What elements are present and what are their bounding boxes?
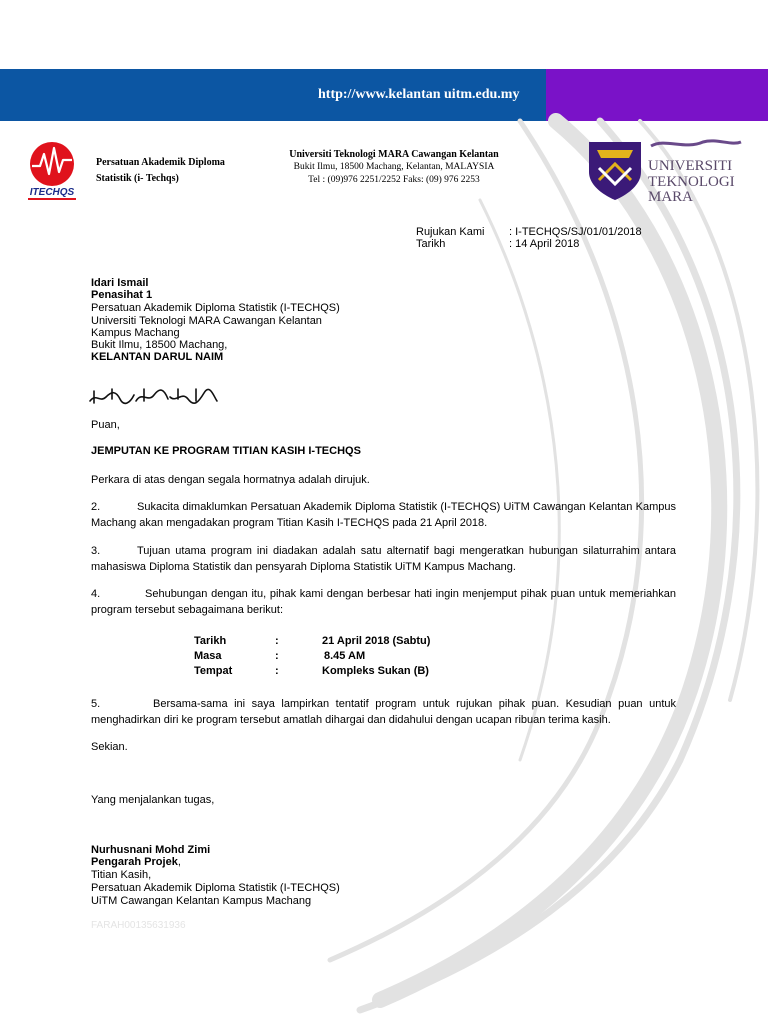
sign-off: Yang menjalankan tugas, <box>91 794 215 806</box>
signatory-title-suffix: , <box>177 856 181 868</box>
paragraph-4-text: Sehubungan dengan itu, pihak kami dengan berbesar hati ingin menjemput pihak puan untuk memeriahkan program tersebut sebagaimana berikut: <box>91 588 676 616</box>
paragraph-4 <box>91 587 676 618</box>
recipient-address-line2: Universiti Teknologi MARA Cawangan Kelantan <box>91 315 322 327</box>
salutation: Puan, <box>91 419 120 431</box>
signatory-line2: Persatuan Akademik Diploma Statistik (I-TECHQS) <box>91 882 340 894</box>
uitm-logo <box>585 136 745 204</box>
paragraph-3-text: Tujuan utama program ini diadakan adalah satu alternatif bagi mengeratkan hubungan silaturrahim antara mahasiswa Diploma Statistik dan pensyarah Diploma Statistik UiTM Kampus Machang. <box>91 545 676 573</box>
salam-calligraphy-image <box>86 385 221 407</box>
paragraph-4-number: 4. <box>91 588 101 600</box>
intro-paragraph: Perkara di atas dengan segala hormatnya adalah dirujuk. <box>91 474 370 486</box>
recipient-address-line3: Kampus Machang <box>91 327 180 339</box>
recipient-address-line5: KELANTAN DARUL NAIM <box>91 351 224 363</box>
detail-separator-date: : <box>275 635 279 647</box>
uitm-logo-line2: TEKNOLOGI <box>648 174 735 190</box>
recipient-title: Penasihat 1 <box>91 289 153 301</box>
paragraph-3-number: 3. <box>91 545 101 557</box>
letter-subject: JEMPUTAN KE PROGRAM TITIAN KASIH I-TECHQS <box>91 445 361 457</box>
signatory-name: Nurhusnani Mohd Zimi <box>91 844 211 856</box>
detail-separator-time: : <box>275 650 279 662</box>
itechqs-logo-text: ITECHQS <box>29 187 75 198</box>
paragraph-2-text: Sukacita dimaklumkan Persatuan Akademik Diploma Statistik (I-TECHQS) UiTM Cawangan Kelantan Kampus Machang akan mengadakan program Titian Kasih I-TECHQS pada 21 April 2018. <box>91 501 676 529</box>
website-url: http://www.kelantan uitm.edu.my <box>318 87 520 102</box>
uitm-logo-line3: MARA <box>648 189 694 204</box>
university-address: Bukit Ilmu, 18500 Machang, Kelantan, MALAYSIA <box>293 162 495 172</box>
signatory-line3: UiTM Cawangan Kelantan Kampus Machang <box>91 895 312 907</box>
paragraph-3 <box>91 544 676 575</box>
association-name <box>96 155 256 187</box>
detail-value-date: 21 April 2018 (Sabtu) <box>322 635 431 647</box>
date-label: Tarikh <box>416 238 446 250</box>
university-address-block <box>262 148 526 187</box>
detail-label-time: Masa <box>194 650 222 662</box>
paragraph-5-number: 5. <box>91 698 101 710</box>
uitm-logo-line1: UNIVERSITI <box>648 158 733 174</box>
detail-value-venue: Kompleks Sukan (B) <box>322 665 429 677</box>
recipient-address-line1: Persatuan Akademik Diploma Statistik (I-TECHQS) <box>91 302 340 314</box>
paragraph-2-number: 2. <box>91 501 101 513</box>
detail-value-time: 8.45 AM <box>324 650 366 662</box>
detail-separator-venue: : <box>275 665 279 677</box>
signatory-title-line <box>91 856 181 869</box>
association-name-line1: Persatuan Akademik Diploma <box>96 157 225 168</box>
signatory-line1: Titian Kasih, <box>91 869 152 881</box>
date-value: : 14 April 2018 <box>509 238 580 250</box>
itechqs-logo <box>20 138 84 204</box>
signatory-title: Pengarah Projek <box>91 856 178 868</box>
paragraph-5-text: Bersama-sama ini saya lampirkan tentatif program untuk rujukan pihak puan. Kesudian puan untuk menghadirkan diri ke program tersebut amatlah dihargai dan didahului dengan ucapan ribuan terima kasih. <box>91 698 676 726</box>
reference-label: Rujukan Kami <box>416 226 485 238</box>
recipient-address-line4: Bukit Ilmu, 18500 Machang, <box>91 339 228 351</box>
document-id-watermark: FARAH00135631936 <box>91 920 186 931</box>
paragraph-5 <box>91 697 676 728</box>
university-contact: Tel : (09)976 2251/2252 Faks: (09) 976 2253 <box>308 175 480 185</box>
university-name: Universiti Teknologi MARA Cawangan Kelantan <box>289 149 499 160</box>
paragraph-2 <box>91 500 676 531</box>
closing: Sekian. <box>91 741 128 753</box>
association-name-line2: Statistik (i- Techqs) <box>96 173 179 184</box>
detail-label-date: Tarikh <box>194 635 227 647</box>
recipient-name: Idari Ismail <box>91 277 149 289</box>
header-banner-purple <box>546 69 768 121</box>
reference-value: : I-TECHQS/SJ/01/01/2018 <box>509 226 642 238</box>
detail-label-venue: Tempat <box>194 665 233 677</box>
